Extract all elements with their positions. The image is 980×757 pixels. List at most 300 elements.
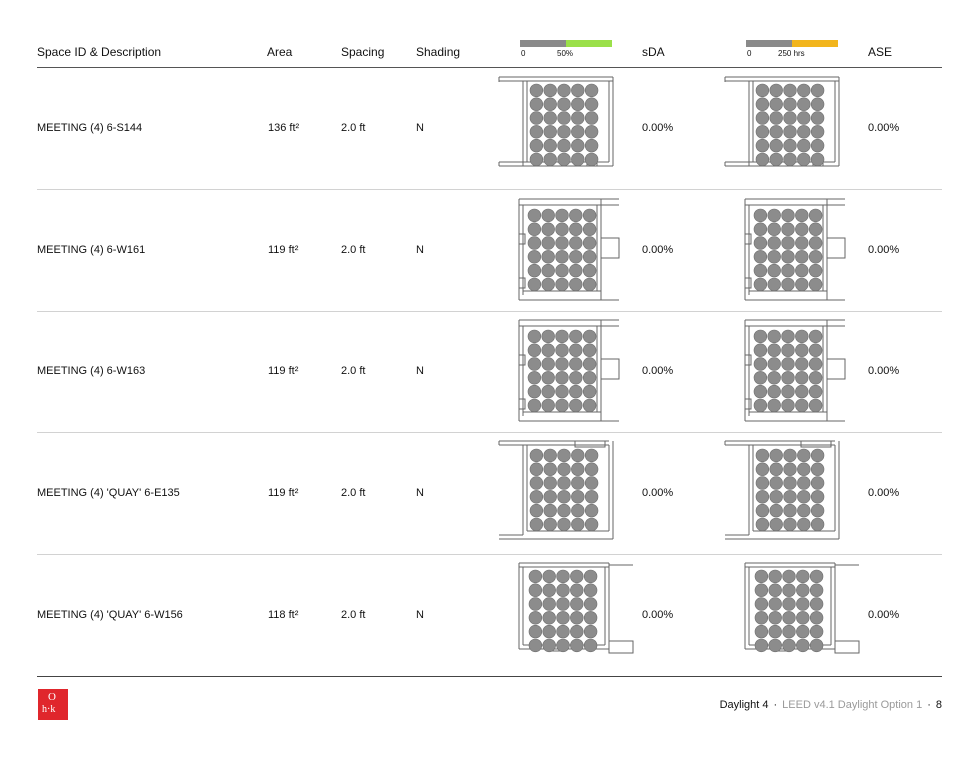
sensor-point xyxy=(754,386,767,399)
sensor-point xyxy=(756,84,769,97)
sensor-point xyxy=(528,344,541,357)
sensor-point xyxy=(584,611,597,624)
sensor-point xyxy=(755,611,768,624)
plan-wall xyxy=(835,641,859,653)
sensor-point xyxy=(570,625,583,638)
plan-wall xyxy=(575,441,605,447)
sensor-point xyxy=(529,639,542,652)
sensor-point xyxy=(756,518,769,531)
sensor-point xyxy=(811,490,824,503)
sensor-point xyxy=(782,264,795,277)
sensor-point xyxy=(544,490,557,503)
table-row xyxy=(0,433,980,555)
sensor-point xyxy=(755,625,768,638)
sensor-point xyxy=(543,584,556,597)
sensor-point xyxy=(556,372,569,385)
sensor-point xyxy=(809,278,822,291)
sensor-point xyxy=(796,625,809,638)
sensor-point xyxy=(530,463,543,476)
area-value: 136 ft² xyxy=(268,122,300,134)
sensor-point xyxy=(796,584,809,597)
ase-value: 0.00% xyxy=(868,122,900,134)
plan-wall xyxy=(801,441,831,447)
sensor-point xyxy=(571,153,584,166)
sensor-point xyxy=(795,209,808,222)
sensor-point xyxy=(795,222,808,235)
sensor-point xyxy=(768,250,781,263)
sensor-point xyxy=(795,344,808,357)
sensor-point xyxy=(809,222,822,235)
sensor-point xyxy=(556,358,569,371)
sensor-point xyxy=(558,153,571,166)
sensor-point xyxy=(583,222,596,235)
sensor-point xyxy=(583,330,596,343)
sensor-point xyxy=(784,153,797,166)
sensor-point xyxy=(542,358,555,371)
sensor-point xyxy=(770,490,783,503)
sensor-point xyxy=(569,209,582,222)
sensor-point xyxy=(557,611,570,624)
sensor-point xyxy=(530,139,543,152)
plan-wall xyxy=(601,238,619,258)
plan-wall xyxy=(519,355,525,365)
sensor-point xyxy=(811,112,824,125)
sensor-point xyxy=(809,386,822,399)
sensor-point xyxy=(797,463,810,476)
sensor-point xyxy=(783,584,796,597)
sensor-point xyxy=(583,250,596,263)
sensor-point xyxy=(756,504,769,517)
sensor-point xyxy=(784,84,797,97)
sensor-point xyxy=(809,264,822,277)
sensor-point xyxy=(543,611,556,624)
sensor-point xyxy=(585,112,598,125)
sensor-point xyxy=(528,250,541,263)
sensor-point xyxy=(571,139,584,152)
sensor-point xyxy=(795,250,808,263)
sensor-point xyxy=(585,84,598,97)
ase-floor-plan xyxy=(723,561,863,671)
logo-mark-bottom: h·k xyxy=(42,704,56,715)
sensor-point xyxy=(528,372,541,385)
sensor-point xyxy=(782,330,795,343)
sensor-point xyxy=(569,358,582,371)
plan-wall xyxy=(827,238,845,258)
sensor-point xyxy=(556,344,569,357)
sensor-point xyxy=(542,399,555,412)
sensor-point xyxy=(530,504,543,517)
sensor-point xyxy=(542,330,555,343)
sda-floor-plan xyxy=(497,196,637,306)
sensor-point xyxy=(783,611,796,624)
sensor-point xyxy=(571,449,584,462)
sensor-point xyxy=(528,222,541,235)
sensor-point xyxy=(770,504,783,517)
col-header-shading: Shading xyxy=(416,45,461,59)
sensor-point xyxy=(809,330,822,343)
sensor-point xyxy=(557,597,570,610)
sensor-point xyxy=(530,449,543,462)
sensor-point xyxy=(754,344,767,357)
sensor-point xyxy=(558,112,571,125)
ase-floor-plan xyxy=(723,439,863,549)
sensor-point xyxy=(529,611,542,624)
sensor-point xyxy=(528,264,541,277)
sensor-point xyxy=(769,625,782,638)
sensor-point xyxy=(754,372,767,385)
sensor-point xyxy=(795,358,808,371)
sensor-point xyxy=(542,222,555,235)
sensor-point xyxy=(782,399,795,412)
sensor-point xyxy=(782,222,795,235)
sensor-point xyxy=(569,264,582,277)
sensor-point xyxy=(584,570,597,583)
sensor-point xyxy=(557,570,570,583)
sensor-point xyxy=(770,98,783,111)
sensor-point xyxy=(769,639,782,652)
row-divider xyxy=(37,676,942,677)
sensor-point xyxy=(796,639,809,652)
plan-wall xyxy=(745,278,751,288)
space-name: MEETING (4) 6-S144 xyxy=(37,122,143,134)
sensor-point xyxy=(754,250,767,263)
sensor-point xyxy=(570,639,583,652)
area-value: 119 ft² xyxy=(268,243,299,256)
sensor-point xyxy=(784,490,797,503)
sensor-point xyxy=(795,399,808,412)
space-name: MEETING (4) 6-W161 xyxy=(37,243,146,256)
sensor-point xyxy=(583,358,596,371)
sensor-point xyxy=(585,477,598,490)
sensor-point xyxy=(768,386,781,399)
shading-value: N xyxy=(416,122,424,134)
sensor-point xyxy=(569,250,582,263)
sensor-point xyxy=(769,570,782,583)
sensor-point xyxy=(528,330,541,343)
sensor-point xyxy=(810,597,823,610)
sensor-point xyxy=(797,84,810,97)
sensor-point xyxy=(583,386,596,399)
sensor-point xyxy=(770,139,783,152)
sensor-point xyxy=(569,278,582,291)
sensor-point xyxy=(569,399,582,412)
sensor-point xyxy=(583,236,596,249)
sensor-point xyxy=(810,570,823,583)
sensor-point xyxy=(585,504,598,517)
sensor-point xyxy=(528,386,541,399)
sda-value: 0.00% xyxy=(642,487,674,500)
sensor-point xyxy=(782,209,795,222)
sensor-point xyxy=(784,463,797,476)
table-row xyxy=(0,555,980,677)
sensor-point xyxy=(770,449,783,462)
sensor-point xyxy=(569,344,582,357)
sensor-point xyxy=(530,477,543,490)
sensor-point xyxy=(770,112,783,125)
sensor-point xyxy=(571,518,584,531)
sensor-point xyxy=(585,518,598,531)
page-number: 8 xyxy=(935,699,942,711)
sensor-point xyxy=(797,125,810,138)
legend-low-segment xyxy=(746,40,792,47)
sensor-point xyxy=(556,236,569,249)
ase-legend-bar xyxy=(746,40,838,47)
sensor-point xyxy=(810,625,823,638)
sensor-point xyxy=(584,639,597,652)
sensor-point xyxy=(558,125,571,138)
spacing-value: 2.0 ft xyxy=(341,487,366,500)
sensor-point xyxy=(544,477,557,490)
area-value: 119 ft² xyxy=(268,487,299,500)
sensor-point xyxy=(795,264,808,277)
sensor-point xyxy=(754,222,767,235)
legend-high-segment xyxy=(566,40,612,47)
sensor-point xyxy=(797,504,810,517)
sensor-point xyxy=(797,477,810,490)
sensor-point xyxy=(529,625,542,638)
sensor-point xyxy=(784,477,797,490)
shading-value: N xyxy=(416,243,424,256)
sensor-point xyxy=(571,84,584,97)
sensor-point xyxy=(756,139,769,152)
ase-floor-plan xyxy=(723,317,863,427)
sensor-point xyxy=(585,125,598,138)
sensor-point xyxy=(795,372,808,385)
sensor-point xyxy=(530,98,543,111)
sensor-point xyxy=(811,518,824,531)
plan-wall xyxy=(519,399,525,409)
sensor-point xyxy=(529,584,542,597)
sensor-point xyxy=(797,139,810,152)
sensor-point xyxy=(796,597,809,610)
sensor-point xyxy=(543,625,556,638)
sensor-point xyxy=(756,449,769,462)
sensor-point xyxy=(756,112,769,125)
sensor-point xyxy=(811,139,824,152)
sensor-point xyxy=(783,639,796,652)
sensor-point xyxy=(782,250,795,263)
sensor-point xyxy=(768,209,781,222)
sensor-point xyxy=(542,386,555,399)
sensor-point xyxy=(756,153,769,166)
sensor-point xyxy=(544,449,557,462)
sensor-point xyxy=(558,490,571,503)
sensor-point xyxy=(543,639,556,652)
ase-value: 0.00% xyxy=(868,243,900,256)
sensor-point xyxy=(585,449,598,462)
plan-wall xyxy=(827,359,845,379)
sensor-point xyxy=(570,584,583,597)
sensor-point xyxy=(585,490,598,503)
sensor-point xyxy=(544,84,557,97)
sensor-point xyxy=(542,264,555,277)
sda-floor-plan xyxy=(497,439,637,549)
sensor-point xyxy=(530,490,543,503)
footer-separator: · xyxy=(927,699,931,711)
sensor-point xyxy=(770,125,783,138)
sensor-point xyxy=(556,330,569,343)
sensor-point xyxy=(756,490,769,503)
sensor-point xyxy=(558,463,571,476)
sensor-point xyxy=(784,112,797,125)
sensor-point xyxy=(770,84,783,97)
space-name: MEETING (4) 'QUAY' 6-W156 xyxy=(37,608,183,621)
sensor-point xyxy=(756,463,769,476)
area-value: 118 ft² xyxy=(268,608,299,621)
sensor-point xyxy=(558,449,571,462)
sensor-point xyxy=(754,209,767,222)
sensor-point xyxy=(769,597,782,610)
col-header-spacing: Spacing xyxy=(341,45,385,59)
sensor-point xyxy=(530,125,543,138)
sensor-point xyxy=(544,98,557,111)
sensor-point xyxy=(542,250,555,263)
sensor-point xyxy=(770,153,783,166)
sensor-point xyxy=(557,625,570,638)
spacing-value: 2.0 ft xyxy=(341,365,366,378)
sensor-point xyxy=(783,597,796,610)
sensor-point xyxy=(768,264,781,277)
sensor-point xyxy=(569,222,582,235)
sensor-point xyxy=(544,112,557,125)
sensor-point xyxy=(556,222,569,235)
sensor-point xyxy=(797,98,810,111)
sensor-point xyxy=(811,125,824,138)
sensor-point xyxy=(754,358,767,371)
sda-value: 0.00% xyxy=(642,243,674,256)
sensor-point xyxy=(529,570,542,583)
sensor-point xyxy=(809,399,822,412)
sensor-point xyxy=(583,372,596,385)
sensor-point xyxy=(585,463,598,476)
spacing-value: 2.0 ft xyxy=(341,608,366,621)
plan-wall xyxy=(745,399,751,409)
sensor-point xyxy=(556,399,569,412)
col-header-area: Area xyxy=(267,45,293,59)
sensor-point xyxy=(544,125,557,138)
table-row xyxy=(0,190,980,312)
plan-wall xyxy=(745,234,751,244)
sensor-point xyxy=(754,278,767,291)
sensor-point xyxy=(809,372,822,385)
sensor-point xyxy=(542,236,555,249)
sda-floor-plan xyxy=(497,74,637,184)
sensor-point xyxy=(784,125,797,138)
sensor-point xyxy=(782,386,795,399)
sensor-point xyxy=(583,264,596,277)
sensor-point xyxy=(770,463,783,476)
footer-separator: · xyxy=(773,699,778,711)
sda-legend-bar xyxy=(520,40,612,47)
sensor-point xyxy=(528,209,541,222)
shading-value: N xyxy=(416,365,424,378)
sda-value: 0.00% xyxy=(642,608,674,621)
sensor-point xyxy=(768,344,781,357)
sensor-point xyxy=(755,570,768,583)
plan-wall xyxy=(745,355,751,365)
sensor-point xyxy=(811,449,824,462)
sensor-point xyxy=(530,153,543,166)
sensor-point xyxy=(811,463,824,476)
sensor-point xyxy=(784,98,797,111)
sensor-point xyxy=(809,236,822,249)
plan-wall xyxy=(519,234,525,244)
sensor-point xyxy=(558,477,571,490)
space-name: MEETING (4) 6-W163 xyxy=(37,365,146,378)
sensor-point xyxy=(796,570,809,583)
space-name: MEETING (4) 'QUAY' 6-E135 xyxy=(37,487,180,500)
sensor-point xyxy=(583,344,596,357)
table-row xyxy=(0,68,980,190)
sensor-point xyxy=(782,344,795,357)
sensor-point xyxy=(783,570,796,583)
area-value: 119 ft² xyxy=(268,365,299,378)
sensor-point xyxy=(530,518,543,531)
footer-subtitle: LEED v4.1 Daylight Option 1 xyxy=(782,699,923,711)
sensor-point xyxy=(585,139,598,152)
sensor-point xyxy=(768,222,781,235)
sensor-point xyxy=(811,98,824,111)
sensor-point xyxy=(570,597,583,610)
sensor-point xyxy=(809,344,822,357)
logo-mark-top: O xyxy=(48,691,56,703)
sensor-point xyxy=(784,449,797,462)
sensor-point xyxy=(784,139,797,152)
sensor-point xyxy=(571,463,584,476)
sensor-point xyxy=(571,490,584,503)
sensor-point xyxy=(755,639,768,652)
sensor-point xyxy=(797,449,810,462)
sensor-point xyxy=(571,112,584,125)
ase-legend-max: 250 hrs xyxy=(778,49,805,58)
plan-wall xyxy=(601,359,619,379)
sensor-point xyxy=(558,518,571,531)
sensor-point xyxy=(569,372,582,385)
sensor-point xyxy=(571,504,584,517)
sensor-point xyxy=(784,504,797,517)
sensor-point xyxy=(585,153,598,166)
sensor-point xyxy=(797,518,810,531)
sensor-point xyxy=(755,597,768,610)
sensor-point xyxy=(768,358,781,371)
sensor-point xyxy=(782,236,795,249)
shading-value: N xyxy=(416,487,424,500)
sensor-point xyxy=(544,139,557,152)
sensor-point xyxy=(754,330,767,343)
sensor-point xyxy=(796,611,809,624)
sensor-point xyxy=(769,611,782,624)
sensor-point xyxy=(768,278,781,291)
footer-section: Daylight 4 xyxy=(719,699,769,711)
sensor-point xyxy=(754,236,767,249)
sensor-point xyxy=(569,330,582,343)
spacing-value: 2.0 ft xyxy=(341,243,366,256)
sensor-point xyxy=(570,611,583,624)
sda-value: 0.00% xyxy=(642,122,674,134)
page-footer xyxy=(720,699,942,711)
sensor-point xyxy=(583,278,596,291)
plan-wall xyxy=(519,278,525,288)
sensor-point xyxy=(797,153,810,166)
ase-value: 0.00% xyxy=(868,365,900,378)
sensor-point xyxy=(809,358,822,371)
sensor-point xyxy=(583,209,596,222)
sensor-point xyxy=(754,264,767,277)
sensor-point xyxy=(797,112,810,125)
sensor-point xyxy=(556,386,569,399)
sensor-point xyxy=(797,490,810,503)
sensor-point xyxy=(530,84,543,97)
